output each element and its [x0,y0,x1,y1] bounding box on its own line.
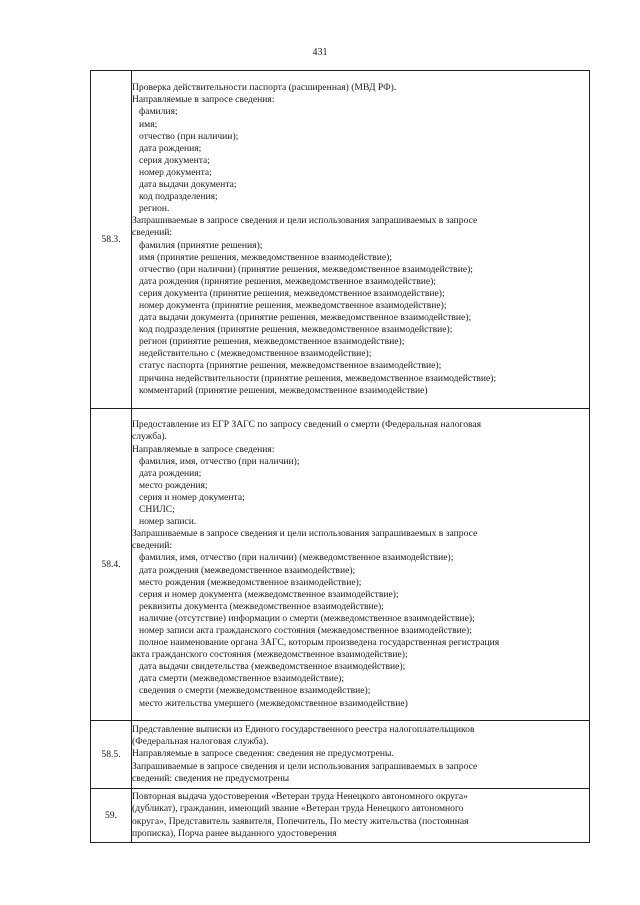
requested-item: дата рождения (принятие решения, межведомственное взаимодействие); [139,275,436,287]
requested-item: полное наименование органа ЗАГС, которым произведена государственная регистрация [139,637,500,649]
row-number: 58.3. [91,71,132,409]
requested-item: фамилия, имя, отчество (при наличии) (межведомственное взаимодействие); [139,552,454,564]
requested-header: сведений: [132,540,173,552]
service-title: служба). [132,431,167,443]
row-content [132,789,590,843]
table-row [91,409,590,721]
row-content [132,409,590,721]
requested-header: Запрашиваемые в запросе сведения и цели использования запрашиваемых в запросе [132,760,478,772]
requested-header: сведений: сведения не предусмотрены [132,772,290,784]
sent-item: имя; [139,118,158,130]
row-number: 58.4. [91,409,132,721]
requested-item: номер записи акта гражданского состояния (межведомственное взаимодействие); [139,624,472,636]
sent-item: номер документа; [139,166,212,178]
requested-header: сведений: [132,227,173,239]
row-number: 59. [91,789,132,843]
sent-item: дата рождения; [139,467,202,479]
service-text: округа», Представитель заявителя, Попечитель, По месту жительства (постоянная [132,815,469,827]
service-title: Предоставление из ЕГР ЗАГС по запросу сведений о смерти (Федеральная налоговая [132,419,482,431]
sent-item: код подразделения; [139,191,218,203]
requested-item: фамилия (принятие решения); [139,239,263,251]
sent-item: фамилия; [139,106,178,118]
requested-item: имя (принятие решения, межведомственное взаимодействие); [139,251,392,263]
sent-header: Направляемые в запросе сведения: [132,94,275,106]
requested-header: Запрашиваемые в запросе сведения и цели использования запрашиваемых в запросе [132,528,478,540]
requested-item: комментарий (принятие решения, межведомственное взаимодействие) [139,384,428,396]
requested-item: статус паспорта (принятие решения, межведомственное взаимодействие); [139,360,442,372]
service-title: Проверка действительности паспорта (расширенная) (МВД РФ). [132,82,397,94]
requested-header: Запрашиваемые в запросе сведения и цели использования запрашиваемых в запросе [132,215,478,227]
sent-item: место рождения; [139,479,208,491]
requested-item: дата смерти (межведомственное взаимодействие); [139,673,344,685]
requested-item: отчество (при наличии) (принятие решения, межведомственное взаимодействие); [139,263,473,275]
table-row [91,789,590,843]
requested-item: серия и номер документа (межведомственное взаимодействие); [139,588,399,600]
sent-header: Направляемые в запросе сведения: [132,443,275,455]
services-table [90,70,590,843]
requested-item: дата выдачи документа (принятие решения, межведомственное взаимодействие); [139,312,472,324]
table-row [91,71,590,409]
row-number: 58.5. [91,721,132,789]
requested-item: сведения о смерти (межведомственное взаимодействие); [139,685,371,697]
service-title: Представление выписки из Единого государственного реестра налогоплательщиков [132,724,475,736]
requested-item: номер документа (принятие решения, межведомственное взаимодействие); [139,299,447,311]
sent-item: номер записи. [139,516,197,528]
requested-item: дата рождения (межведомственное взаимодействие); [139,564,356,576]
table-row [91,721,590,789]
requested-item: код подразделения (принятие решения, межведомственное взаимодействие); [139,324,453,336]
sent-item: СНИЛС; [139,504,175,516]
row-content [132,721,590,789]
requested-item: регион (принятие решения, межведомственное взаимодействие); [139,336,405,348]
service-text: прописка), Порча ранее выданного удостоверения [132,827,337,839]
requested-item: реквизиты документа (межведомственное взаимодействие); [139,600,384,612]
requested-item: дата выдачи свидетельства (межведомственное взаимодействие); [139,661,406,673]
sent-line: Направляемые в запросе сведения: сведения не предусмотрены. [132,748,394,760]
service-text: (дубликат), гражданин, имеющий звание «Ветеран труда Ненецкого автономного [132,803,464,815]
sent-item: фамилия, имя, отчество (при наличии); [139,455,300,467]
sent-item: отчество (при наличии); [139,130,239,142]
requested-item-continuation: акта гражданского состояния (межведомственное взаимодействие); [132,649,408,661]
service-text: Повторная выдача удостоверения «Ветеран труда Ненецкого автономного округа» [132,791,468,803]
requested-item: недействительно с (межведомственное взаимодействие); [139,348,372,360]
requested-item: серия документа (принятие решения, межведомственное взаимодействие); [139,287,445,299]
requested-item: место рождения (межведомственное взаимодействие); [139,576,362,588]
requested-item: наличие (отсутствие) информации о смерти (межведомственное взаимодействие); [139,612,475,624]
requested-item: причина недействительности (принятие решения, межведомственное взаимодействие); [139,372,497,384]
sent-item: регион. [139,203,170,215]
requested-item: место жительства умершего (межведомственное взаимодействие) [139,697,408,709]
page-number: 431 [312,47,328,58]
sent-item: серия и номер документа; [139,491,245,503]
service-title: (Федеральная налоговая служба). [132,736,269,748]
row-content [132,71,590,409]
sent-item: дата выдачи документа; [139,179,237,191]
sent-item: серия документа; [139,154,210,166]
sent-item: дата рождения; [139,142,202,154]
